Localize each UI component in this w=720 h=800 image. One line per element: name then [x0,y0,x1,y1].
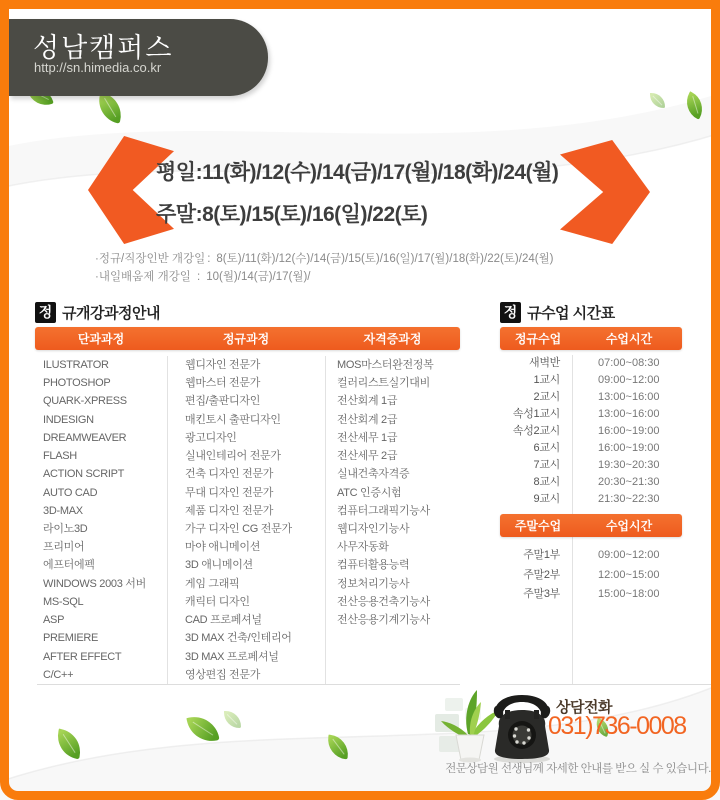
course-cell: CAD 프로페셔널 [185,614,262,627]
column-divider [325,356,326,684]
note-row [95,268,554,286]
class-name: 주말2부 [523,568,560,581]
column-header-time: 수업시간 [605,519,653,533]
weekend-time-rows [500,546,682,605]
site-url-link[interactable]: http://sn.himedia.co.kr [34,60,162,75]
time-row [500,372,682,389]
course-cell: 영상편집 전문가 [185,668,261,681]
class-time: 13:00~16:00 [598,408,660,420]
class-time: 09:00~12:00 [598,549,660,561]
time-row [500,566,682,586]
timetable-title-text: 규수업 시간표 [527,304,615,322]
site-title: 성남캠퍼스 [33,33,174,63]
note-separator: : [197,271,201,283]
site-header [9,19,268,96]
course-cell: 3D MAX 건축/인테리어 [185,632,292,645]
course-cell: 건축 디자인 전문가 [185,468,274,481]
class-time: 07:00~08:30 [598,357,660,369]
course-cell: ACTION SCRIPT [43,468,125,481]
course-cell: WINDOWS 2003 서버 [43,577,146,590]
class-name: 6교시 [533,442,560,454]
time-row [500,440,682,457]
course-cell: 전산회계 2급 [337,413,398,426]
course-cell: 3D-MAX [43,504,83,517]
time-row [500,423,682,440]
course-cell: 전산응용기계기능사 [337,614,430,627]
courses-title-text: 규개강과정안내 [62,304,160,322]
class-time: 12:00~15:00 [598,568,660,581]
course-cell: 전산응용건축기능사 [337,595,430,608]
class-name: 8교시 [533,476,560,488]
course-cell: PHOTOSHOP [43,377,111,390]
class-time: 20:30~21:30 [598,476,660,488]
course-cell: MOS마스터완전정복 [337,359,434,371]
class-time: 16:00~19:00 [598,442,660,454]
column-divider [167,356,168,684]
course-cell: C/C++ [43,668,74,681]
title-badge: 정 [500,302,521,323]
regular-time-rows [500,355,682,508]
course-cell: AFTER EFFECT [43,650,122,663]
course-cell: ATC 인증시험 [337,486,402,499]
course-cell: 프리미어 [43,541,85,554]
class-time: 15:00~18:00 [598,588,660,600]
time-row [500,457,682,474]
course-cell: 웹마스터 전문가 [185,377,261,390]
class-time: 09:00~12:00 [598,374,660,386]
class-name: 새벽반 [529,357,560,369]
course-cell: 사무자동화 [337,541,389,554]
course-cell: 광고디자인 [185,431,237,444]
course-cell: 마야 애니메이션 [185,541,261,554]
course-cell: AUTO CAD [43,486,98,499]
course-column-certificate [325,356,460,684]
column-header-class: 정규수업 [514,332,562,346]
contact-note: 전문상담원 선생님께 자세한 안내를 받으 실 수 있습니다. [445,763,711,775]
column-header-class: 주말수업 [514,519,562,533]
course-cell: 편집/출판디자인 [185,395,261,408]
course-cell: PREMIERE [43,632,99,645]
class-time: 13:00~16:00 [598,391,660,403]
class-time: 19:30~20:30 [598,459,660,471]
course-cell: 매킨토시 출판디자인 [185,413,281,426]
column-header-jagyeokjeung: 자격증과정 [363,332,422,346]
note-separator: : [207,253,211,265]
time-row [500,585,682,605]
course-cell: 컴퓨터활용능력 [337,559,410,572]
contact-label: 상담전화 [556,699,612,716]
course-cell: 전산세무 2급 [337,450,398,463]
note-label: ·정규/직장인반 개강일 [95,253,206,265]
time-row [500,406,682,423]
course-cell: ILUSTRATOR [43,359,109,371]
contact-phone-number: 031)736-0008 [548,712,686,740]
course-cell: 무대 디자인 전문가 [185,486,274,499]
class-name: 속성1교시 [512,408,560,420]
class-name: 속성2교시 [512,425,560,437]
time-row [500,355,682,372]
class-time: 16:00~19:00 [598,425,660,437]
course-cell: 캐릭터 디자인 [185,595,250,608]
course-table [35,327,460,685]
course-cell: INDESIGN [43,413,94,426]
timetable-section-title [500,301,615,323]
course-cell: 웹디자인 전문가 [185,359,261,371]
course-column-single [35,356,167,684]
course-cell: DREAMWEAVER [43,431,127,444]
course-cell: 정보처리기능사 [337,577,410,590]
course-cell: 게임 그래픽 [185,577,240,590]
panel-bottom-line [500,684,712,685]
course-cell: 웹디자인기능사 [337,522,410,535]
course-cell: 가구 디자인 CG 전문가 [185,522,292,535]
note-label: ·내일배움제 개강일 [95,271,191,283]
weekend-opening-dates: 주말:8(토)/15(토)/16(일)/22(토) [156,203,428,226]
course-column-regular [167,356,325,684]
weekday-opening-dates: 평일:11(화)/12(수)/14(금)/17(월)/18(화)/24(월) [156,161,559,184]
time-row [500,389,682,406]
weekend-times-header [500,514,682,537]
column-header-danggwa: 단과과정 [77,332,125,346]
course-cell: 3D 애니메이션 [185,559,253,572]
course-cell: 에프터에펙 [43,559,95,572]
note-value: 8(토)/11(화)/12(수)/14(금)/15(토)/16(일)/17(월)/18(화)/22(토)/24(월) [216,253,554,265]
class-name: 9교시 [533,493,560,505]
table-bottom-line [37,684,460,685]
course-cell: 3D MAX 프로페셔널 [185,650,279,663]
class-name: 1교시 [533,374,560,386]
note-value: 10(월)/14(금)/17(월)/ [206,271,311,283]
note-row [95,250,554,268]
course-cell: 컴퓨터그래픽기능사 [337,504,430,517]
title-badge: 정 [35,302,56,323]
course-cell: 실내인테리어 전문가 [185,450,281,463]
phone-and-plant-illustration [435,688,555,766]
class-name: 주말1부 [523,549,560,561]
course-cell: 제품 디자인 전문가 [185,504,274,517]
course-cell: 라이노3D [43,522,88,535]
regular-times-header [500,327,682,350]
class-name: 7교시 [533,459,560,471]
column-header-jeonggyu: 정규과정 [222,332,270,346]
course-table-body [35,356,460,684]
time-row [500,546,682,566]
course-cell: 컬러리스트실기대비 [337,377,430,390]
class-name: 2교시 [533,391,560,403]
timetable-panel [500,327,682,685]
course-cell: 실내건축자격증 [337,468,410,481]
course-cell: ASP [43,614,65,627]
time-row [500,491,682,508]
column-header-time: 수업시간 [605,332,653,346]
time-row [500,474,682,491]
class-name: 주말3부 [523,588,560,600]
courses-section-title [35,301,160,323]
course-cell: QUARK-XPRESS [43,395,127,408]
course-cell: FLASH [43,450,77,463]
course-table-header [35,327,460,350]
opening-notes [95,250,554,286]
class-time: 21:30~22:30 [598,493,660,505]
course-cell: 전산세무 1급 [337,431,398,444]
course-cell: MS-SQL [43,595,84,608]
course-cell: 전산회계 1급 [337,395,398,408]
